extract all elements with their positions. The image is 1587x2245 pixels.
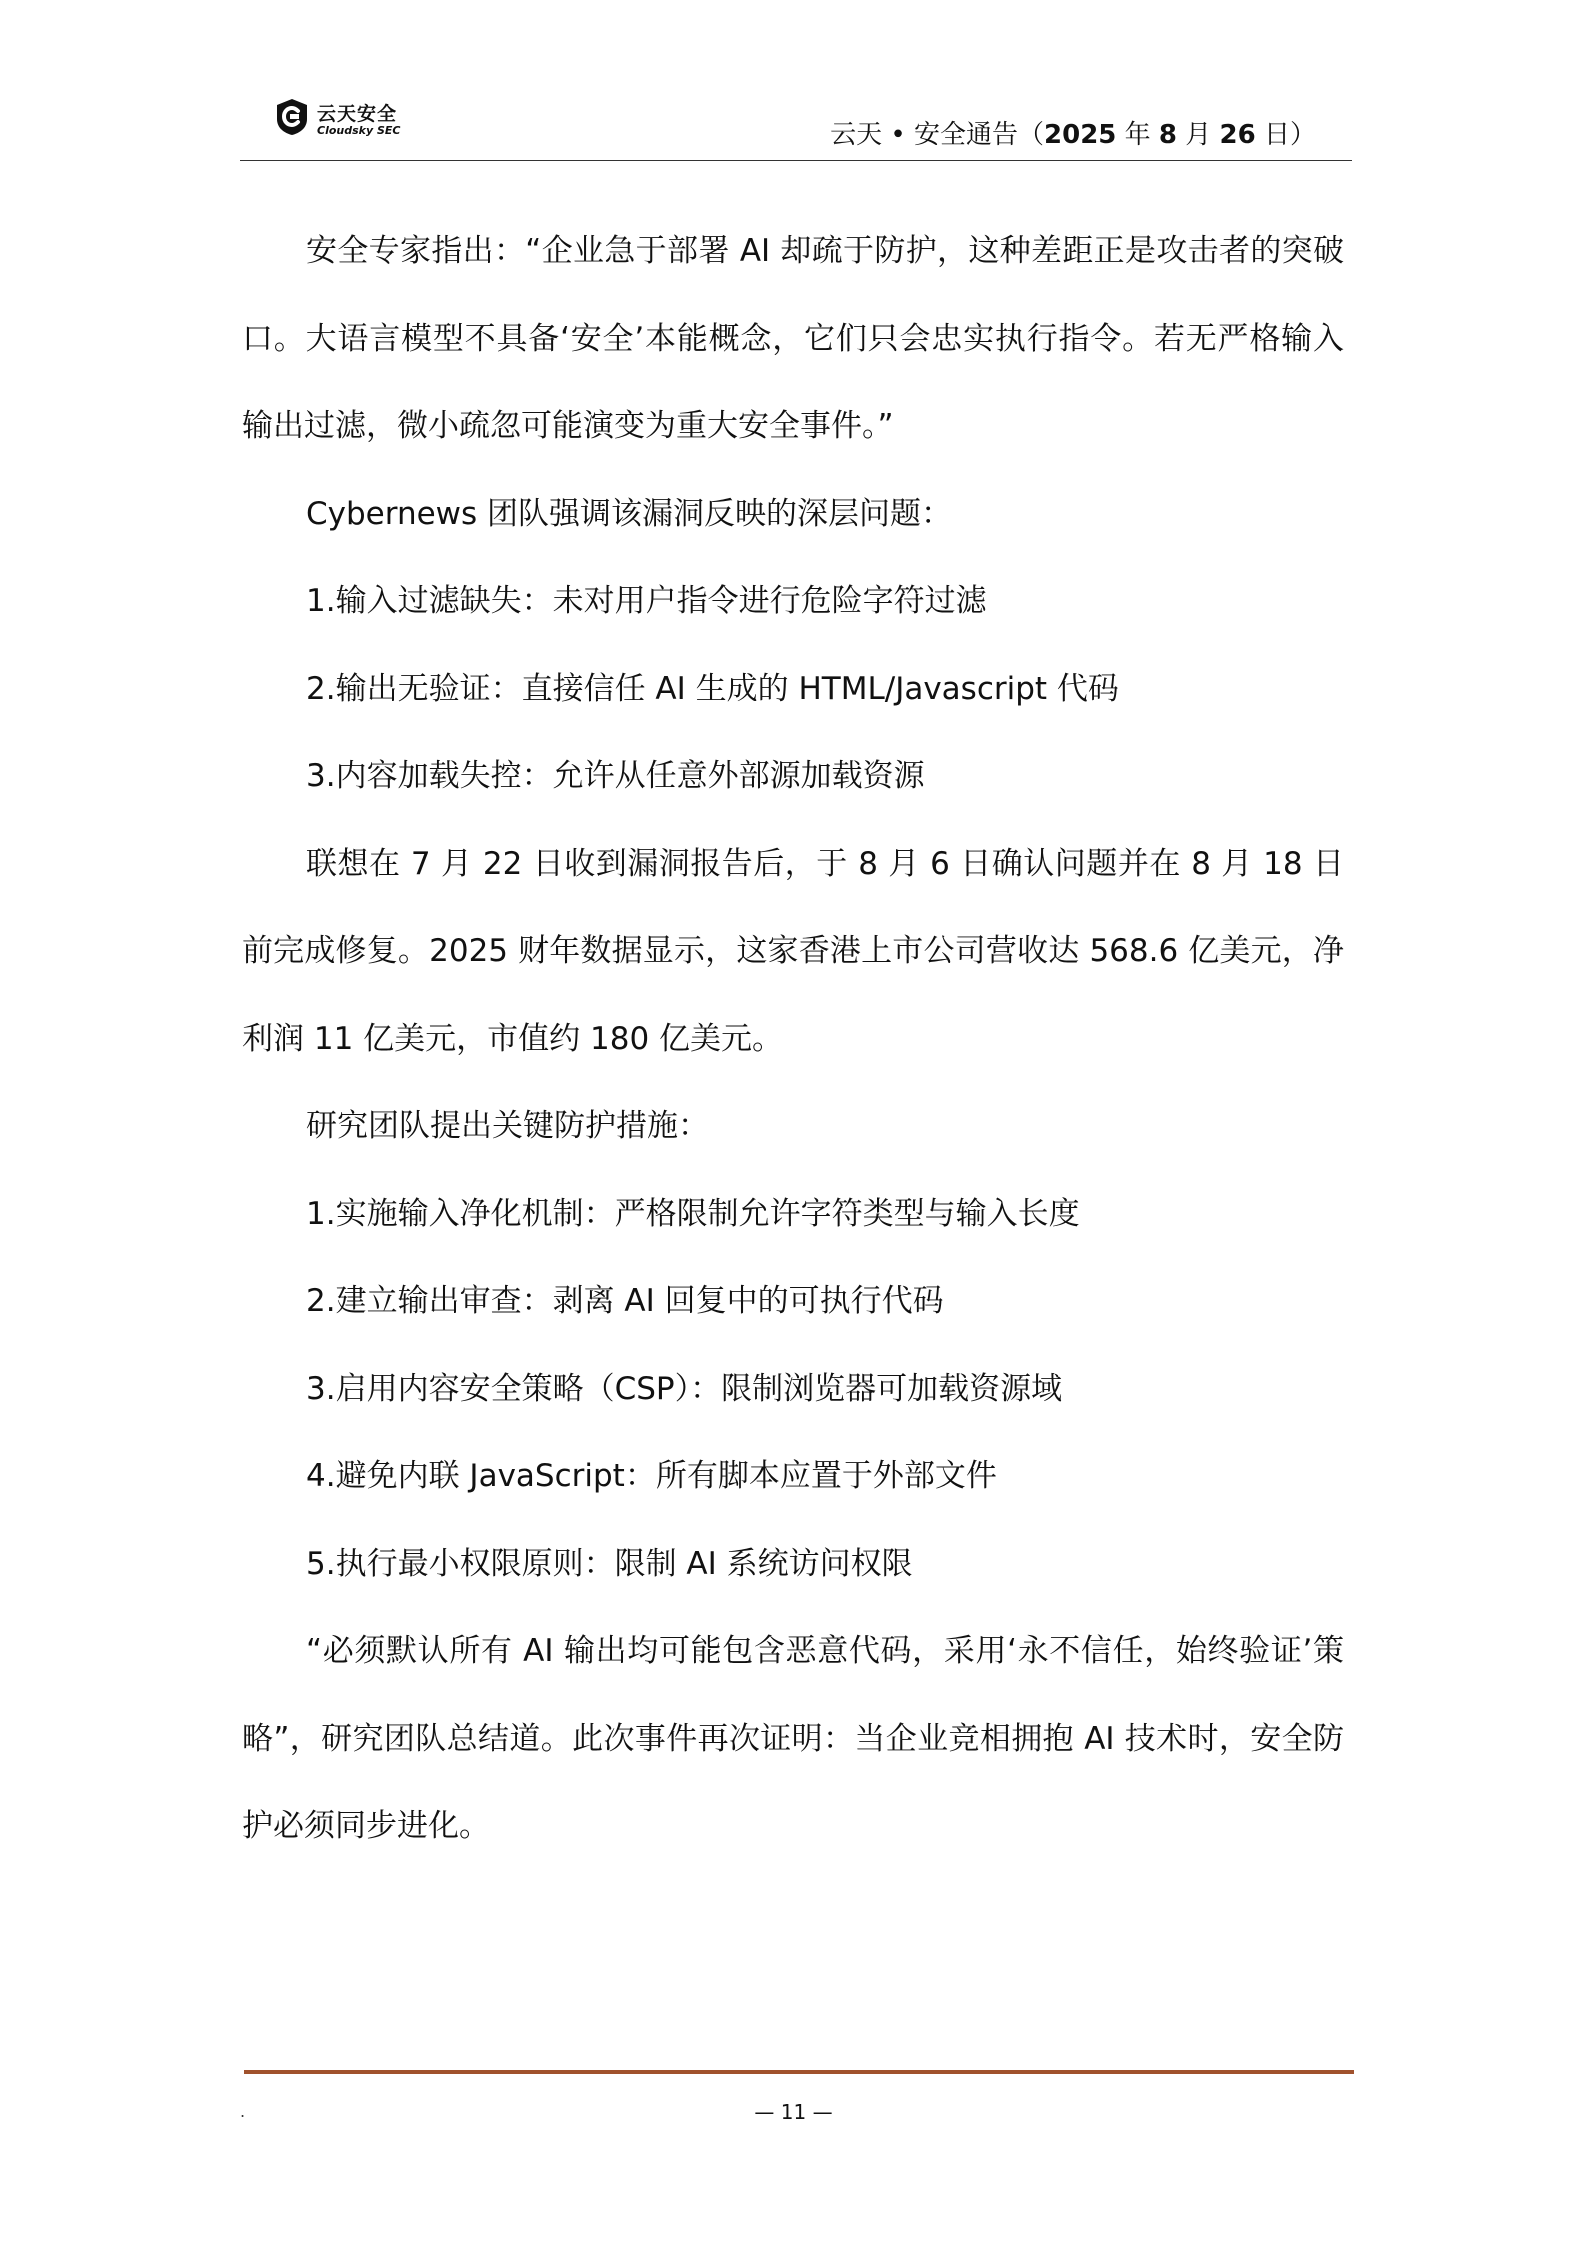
- title-year: 2025: [1044, 120, 1117, 150]
- title-year-unit: 年: [1116, 120, 1159, 150]
- company-logo: [275, 96, 455, 146]
- title-month-unit: 月: [1177, 120, 1220, 150]
- list-item: 1.实施输入净化机制：严格限制允许字符类型与输入长度: [306, 1195, 1080, 1232]
- page-header: [240, 92, 1352, 160]
- list-item: 3.内容加载失控：允许从任意外部源加载资源: [306, 758, 925, 794]
- list-item: 4.避免内联 JavaScript：所有脚本应置于外部文件: [306, 1458, 997, 1494]
- team-emphasis-paragraph: Cybernews 团队强调该漏洞反映的深层问题：: [306, 495, 953, 532]
- list-item: 1.输入过滤缺失：未对用户指令进行危险字符过滤: [306, 583, 987, 619]
- expert-quote-paragraph: 安全专家指出：“企业急于部署 AI 却疏于防护，这种差距正是攻击者的突破口。大语言模型不具备‘安全’本能概念，它们只会忠实执行指令。若无严格输入输出过滤，微小疏忽可能演变为重大安全事件。”: [242, 233, 1344, 444]
- title-prefix: 云天 • 安全通告（: [830, 120, 1045, 150]
- list-item: 2.输出无验证：直接信任 AI 生成的 HTML/Javascript 代码: [306, 670, 1119, 707]
- issues-list: [242, 558, 1344, 821]
- list-item: 3.启用内容安全策略（CSP）：限制浏览器可加载资源域: [306, 1370, 1063, 1407]
- cloudsky-logo-icon: [275, 98, 309, 136]
- conclusion-paragraph: “必须默认所有 AI 输出均可能包含恶意代码，采用‘永不信任，始终验证’策略”，研究团队总结道。此次事件再次证明：当企业竞相拥抱 AI 技术时，安全防护必须同步进化。: [242, 1633, 1344, 1844]
- logo-text-en: Cloudsky SEC: [317, 124, 401, 137]
- list-item: 2.建立输出审查：剥离 AI 回复中的可执行代码: [306, 1283, 944, 1319]
- measures-list: [242, 1171, 1344, 1609]
- document-title: [830, 114, 1316, 151]
- title-day: 26: [1219, 120, 1256, 150]
- measures-intro-paragraph: 研究团队提出关键防护措施：: [306, 1108, 709, 1144]
- article-body: [242, 208, 1344, 1871]
- list-item: 5.执行最小权限原则：限制 AI 系统访问权限: [306, 1545, 913, 1582]
- logo-text-cn: 云天安全: [317, 103, 398, 125]
- footer-mark: .: [240, 2102, 246, 2121]
- page-number: — 11 —: [754, 2100, 833, 2124]
- footer-divider: [244, 2070, 1354, 2074]
- lenovo-timeline-paragraph: 联想在 7 月 22 日收到漏洞报告后，于 8 月 6 日确认问题并在 8 月 18 日前完成修复。2025 财年数据显示，这家香港上市公司营收达 568.6 亿美元，净利润 11 亿美元，市值约 180 亿美元。: [242, 845, 1344, 1057]
- title-month: 8: [1158, 120, 1178, 150]
- header-divider: [240, 160, 1352, 161]
- title-day-unit: 日）: [1255, 120, 1316, 150]
